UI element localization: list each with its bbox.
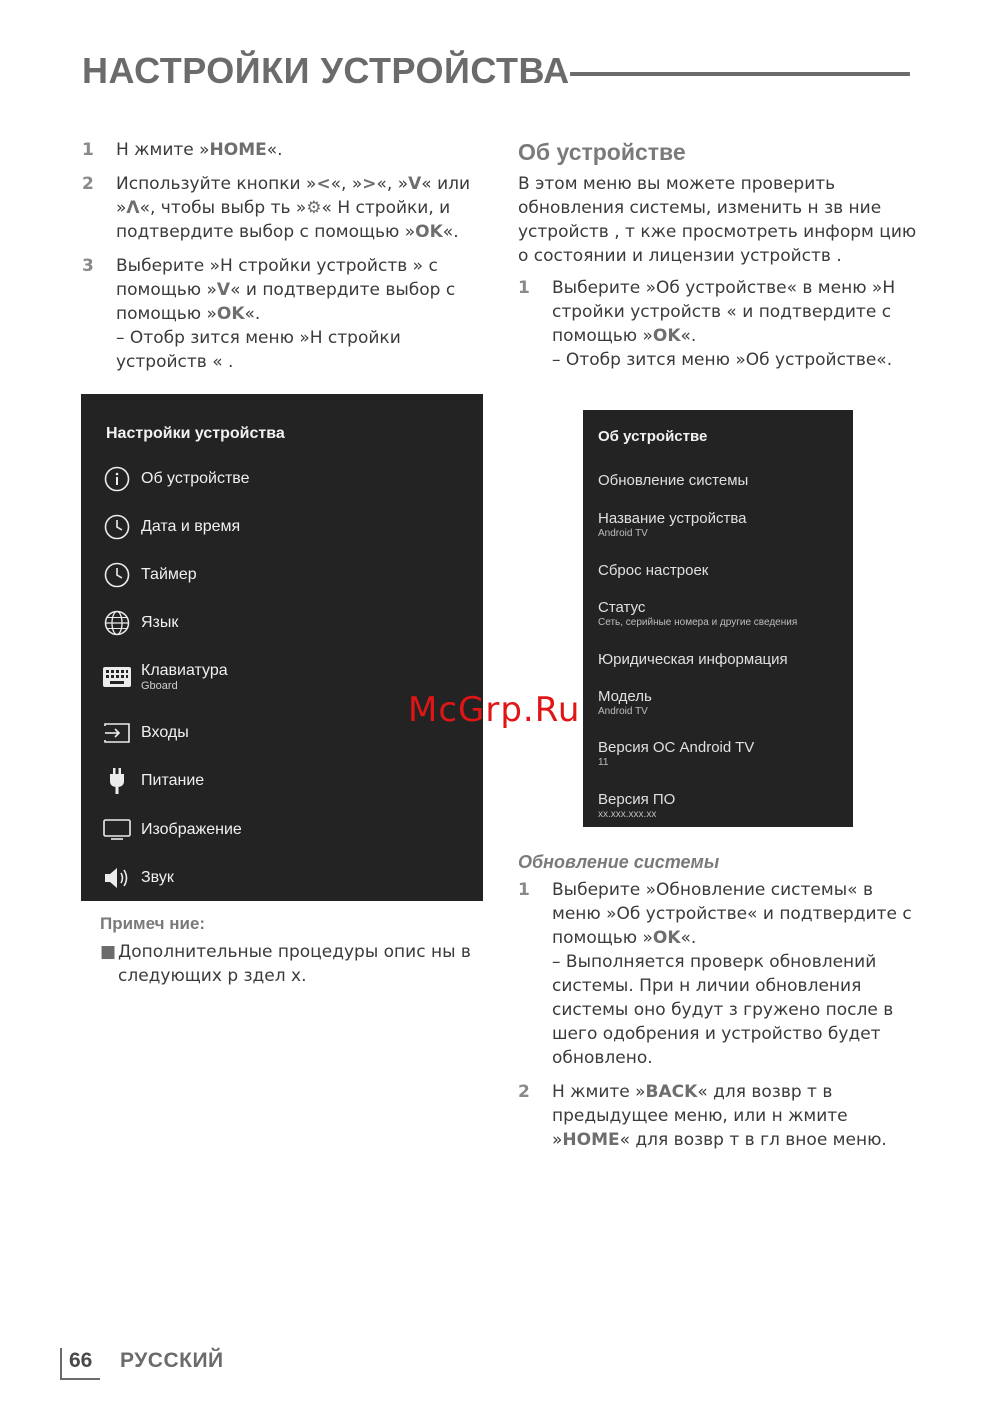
menu-item-os-version[interactable] [598, 739, 754, 769]
step-number: 2 [82, 174, 94, 194]
step-text-part: «. [442, 222, 459, 242]
watermark: McGrp.Ru [408, 690, 581, 730]
step-text [116, 138, 482, 162]
intro-paragraph: В этом меню вы можете проверить обновления системы, изменить н зв ние устройств , т кже просмотреть информ цию о состоянии и лицензии устройств . [518, 174, 917, 266]
left-column [82, 138, 482, 384]
step-text [552, 878, 918, 1070]
footer-rule [62, 1378, 100, 1380]
step-text [116, 172, 482, 244]
menu-item-label: Статус [598, 599, 646, 616]
menu-item-software-version[interactable] [598, 791, 675, 821]
timer-icon [103, 562, 131, 588]
page-title: НАСТРОЙКИ УСТРОЙСТВА [82, 50, 570, 91]
keyboard-icon [103, 664, 131, 690]
step-text-part: « для возвр т в гл вное меню. [619, 1130, 887, 1150]
menu-heading: Настройки устройства [106, 425, 285, 442]
right-column [518, 138, 918, 382]
step-text-part: Выберите »Н стройки устройств » с помощью » [116, 256, 438, 300]
menu-item-sublabel: 11 [598, 757, 609, 768]
menu-item-label: Дата и время [141, 518, 241, 535]
menu-item-power[interactable] [103, 768, 204, 794]
menu-item-label: Язык [141, 614, 179, 631]
menu-item-legal-info[interactable] [598, 651, 788, 669]
page-number: 66 [69, 1349, 93, 1372]
menu-item-label: Об устройстве [141, 470, 250, 487]
left-arrow-icon: < [316, 174, 331, 194]
menu-item-sublabel: Android TV [598, 706, 648, 717]
menu-item-label: Версия ПО [598, 791, 676, 808]
menu-item-label: Изображение [141, 821, 242, 838]
menu-item-sublabel: xx.xxx.xxx.xx [598, 809, 657, 820]
step-result: – Выполняется проверк обновлений системы. При н личии обновления системы оно будут з гружено после в шего одобрения и устройство будет обновлено. [552, 952, 894, 1068]
menu-item-inputs[interactable] [103, 720, 189, 746]
step-number: 3 [82, 256, 94, 276]
menu-item-about[interactable] [103, 466, 249, 492]
step-text-part: « и подтвердите выбор с помощью » [116, 280, 456, 324]
step-text-part: « или » [116, 174, 471, 218]
step-number: 2 [518, 1082, 530, 1102]
menu-item-model[interactable] [598, 688, 652, 718]
note-block [100, 912, 485, 988]
menu-item-sublabel: Gboard [141, 680, 178, 692]
down-arrow-icon: V [216, 280, 231, 300]
display-icon [103, 817, 131, 843]
note-title: Примеч ние: [100, 914, 206, 933]
input-icon [103, 720, 131, 746]
step-text-part: «. [680, 928, 697, 948]
menu-item-sound[interactable] [103, 865, 174, 891]
footer-bar [60, 1348, 62, 1380]
system-update-section [518, 850, 918, 1162]
ok-key-label: OK [652, 326, 681, 346]
ok-key-label: OK [415, 222, 443, 242]
step-text-part: Используйте кнопки » [116, 174, 317, 194]
menu-item-label: Сброс настроек [598, 562, 709, 579]
step-text [552, 276, 918, 372]
update-step-2 [518, 1080, 918, 1152]
menu-item-status[interactable] [598, 599, 797, 629]
title-rule [570, 72, 910, 76]
step-text-part: «, чтобы выбр ть » [139, 198, 307, 218]
step-number: 1 [518, 278, 530, 298]
left-step-3 [82, 254, 482, 374]
step-text-part: Н жмите » [552, 1082, 646, 1102]
right-arrow-icon: > [362, 174, 377, 194]
step-text-part: «. [680, 326, 697, 346]
section-title: Об устройстве [518, 139, 686, 165]
menu-item-label: Модель [598, 688, 652, 705]
note-text: Дополнительные процедуры опис ны в следующих р здел х. [118, 942, 471, 986]
gear-icon: ⚙ [306, 198, 322, 218]
step-text-part: Выберите »Обновление системы« в меню »Об устройстве« и подтвердите с помощью » [552, 880, 912, 948]
ok-key-label: OK [652, 928, 681, 948]
step-text-part: Выберите »Об устройстве« в меню »Н стройки устройств « и подтвердите с помощью » [552, 278, 896, 346]
menu-item-reset[interactable] [598, 562, 708, 580]
info-icon [103, 466, 131, 492]
clock-icon [103, 514, 131, 540]
ok-key-label: OK [216, 304, 245, 324]
step-number: 1 [518, 880, 530, 900]
step-number: 1 [82, 140, 94, 160]
step-text-part: «. [244, 304, 261, 324]
menu-item-label: Питание [141, 772, 205, 789]
menu-item-label: Входы [141, 724, 189, 741]
menu-item-language[interactable] [103, 610, 178, 636]
step-result: – Отобр зится меню »Об устройстве«. [552, 350, 893, 370]
menu-item-system-update[interactable] [598, 472, 748, 490]
right-step-1 [518, 276, 918, 372]
menu-item-keyboard[interactable] [103, 662, 228, 692]
globe-icon [103, 610, 131, 636]
menu-item-picture[interactable] [103, 817, 242, 843]
step-text-part: Н жмите » [116, 140, 210, 160]
step-text-part: « для возвр т в предыдущее меню, или н жмите » [552, 1082, 848, 1150]
back-key-label: BACK [645, 1082, 698, 1102]
left-step-1 [82, 138, 482, 162]
menu-item-label: Звук [141, 869, 174, 886]
down-arrow-icon: V [408, 174, 422, 194]
update-step-1 [518, 878, 918, 1070]
home-key-label: HOME [209, 140, 267, 160]
step-text [552, 1080, 918, 1152]
power-plug-icon [103, 768, 131, 794]
left-step-2 [82, 172, 482, 244]
step-text-part: «, » [330, 174, 363, 194]
note-item [100, 940, 485, 988]
device-settings-menu-screenshot [81, 394, 483, 901]
speaker-icon [103, 865, 131, 891]
about-device-menu-screenshot [583, 410, 853, 827]
step-result: – Отобр зится меню »Н стройки устройств « . [116, 328, 401, 372]
menu-item-sublabel: Сеть, серийные номера и другие сведения [598, 617, 798, 628]
step-text-part: «. [266, 140, 283, 160]
menu-item-label: Обновление системы [598, 472, 749, 489]
menu-item-label: Версия ОС Android TV [598, 739, 755, 756]
step-text-part: «, » [376, 174, 409, 194]
home-key-label: HOME [562, 1130, 620, 1150]
menu-item-sublabel: Android TV [598, 528, 648, 539]
menu-item-device-name[interactable] [598, 510, 746, 540]
step-text [116, 254, 482, 374]
step-text-part: « Н стройки, и подтвердите выбор с помощью » [116, 198, 451, 242]
menu-item-label: Название устройства [598, 510, 747, 527]
subsection-title: Обновление системы [518, 852, 720, 872]
up-arrow-icon: Λ [126, 198, 140, 218]
bullet-square-icon: ■ [100, 942, 117, 962]
menu-heading: Об устройстве [598, 428, 708, 445]
menu-item-label: Юридическая информация [598, 651, 788, 668]
menu-item-label: Таймер [141, 566, 197, 583]
menu-item-date-time[interactable] [103, 514, 240, 540]
menu-item-label: Клавиатура [141, 662, 228, 679]
footer-language: РУССКИЙ [120, 1349, 224, 1372]
menu-item-timer[interactable] [103, 562, 197, 588]
